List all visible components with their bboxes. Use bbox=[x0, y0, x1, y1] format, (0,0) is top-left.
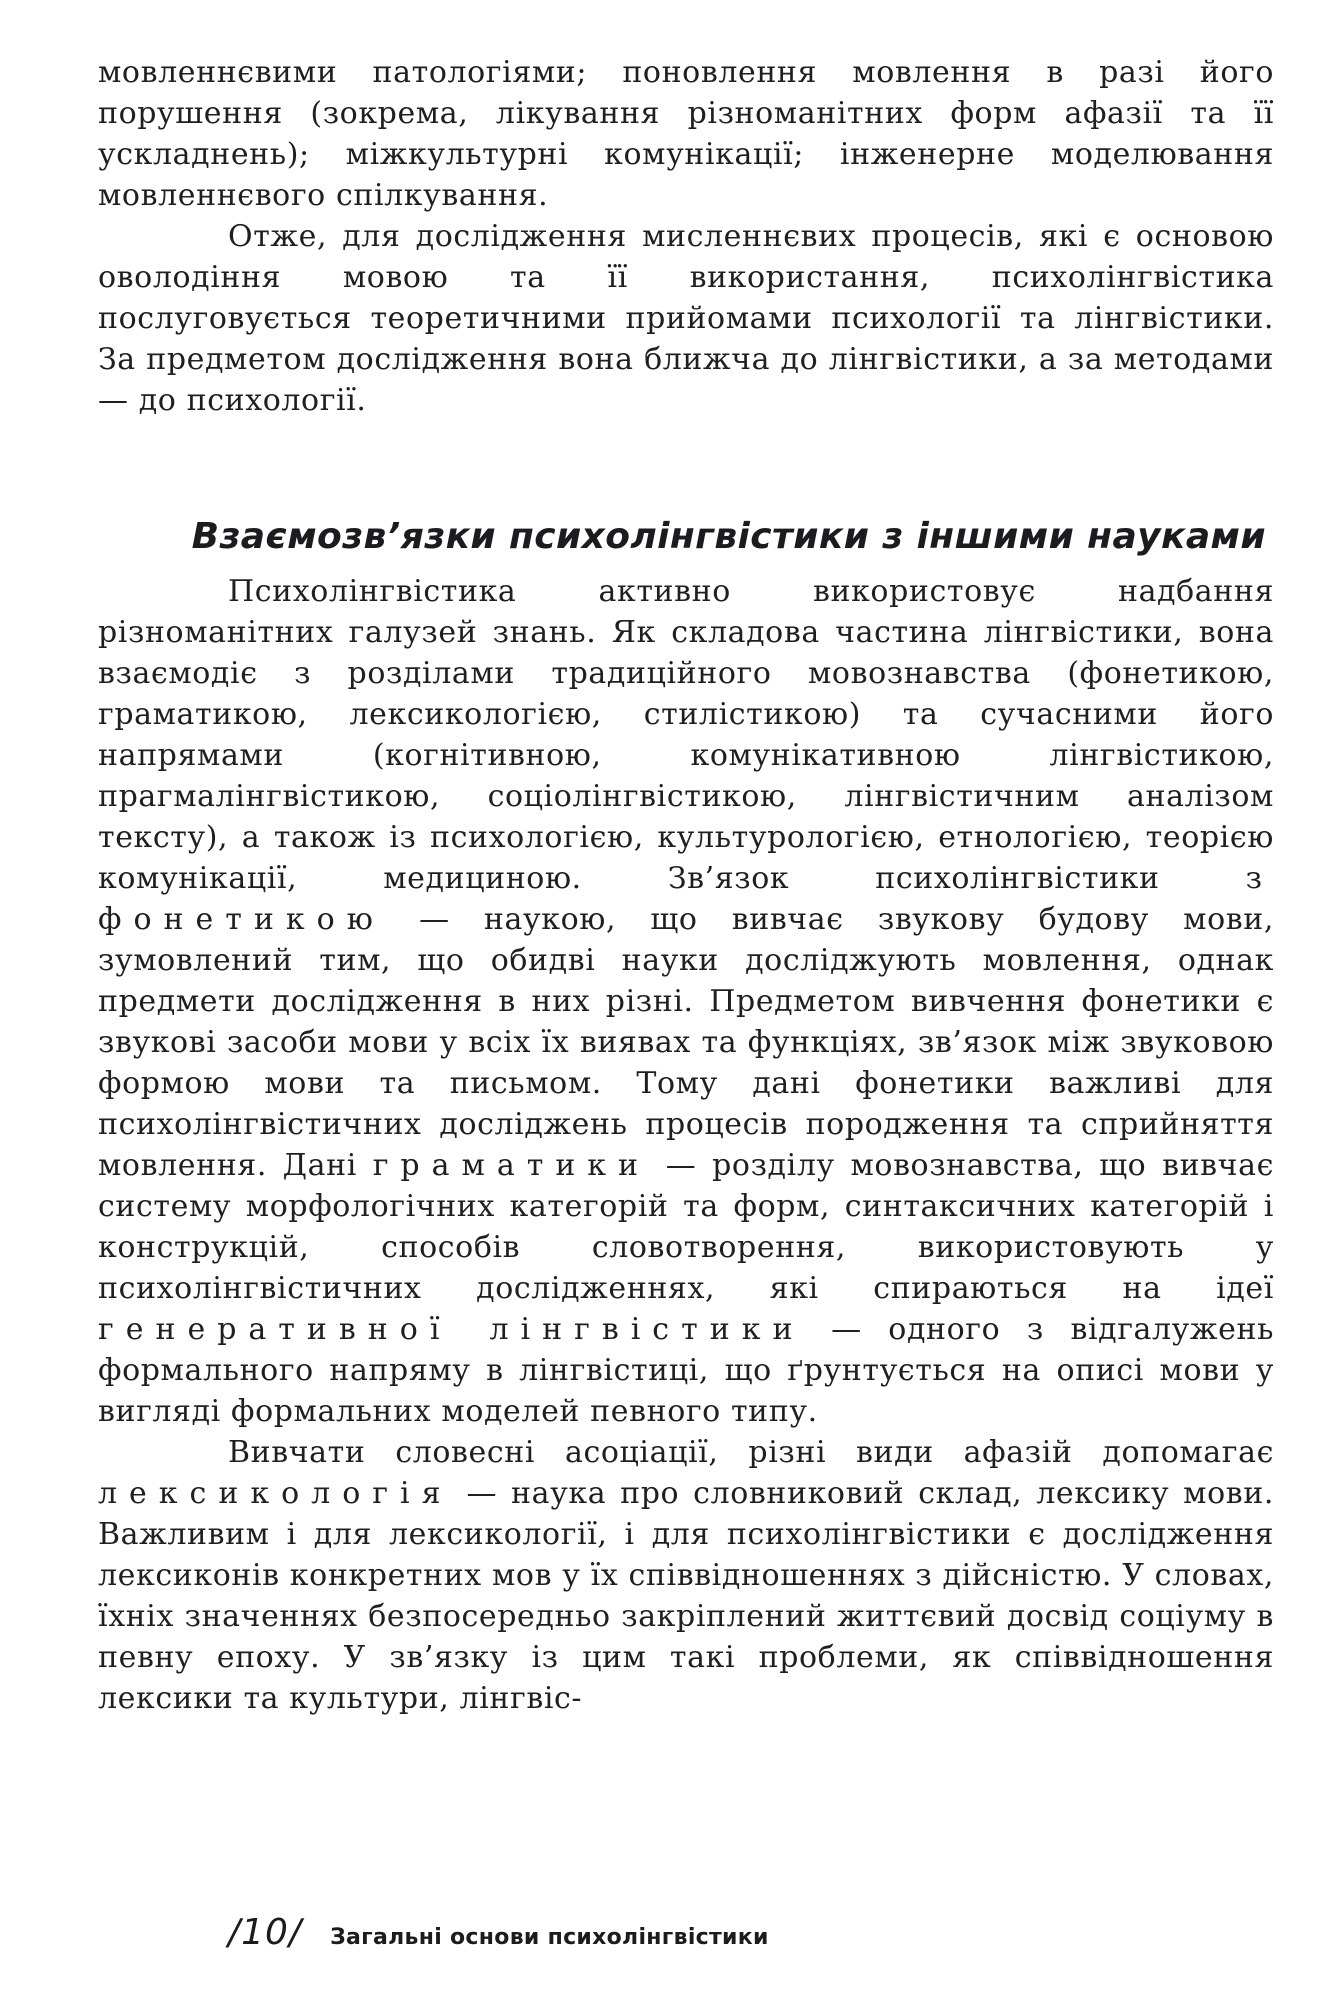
running-title: Загальні основи психолінгвістики bbox=[330, 1925, 769, 1950]
term-generative-linguistics: генеративної лінгвістики bbox=[98, 1312, 805, 1347]
summary-paragraph: Отже, для дослідження мисленнєвих процесів, які є основою оволодіння мовою та її використання, психолінгвістика послуговується теоретичними прийомами психології та лінгвістики. За предметом дослідження вона ближча до лінгвістики, а за методами — до психології. bbox=[98, 219, 1274, 418]
term-grammar: граматики bbox=[372, 1148, 651, 1183]
paragraph-2-text-part-2: — наука про словниковий склад, лексику мови. Важливим і для лексикології, і для психолінгвістики є дослідження лексиконів конкретних мов у їх співвідношеннях з дійсністю. У словах, їхніх значеннях безпосередньо закріплений життєвий досвід соціуму в певну епоху. У зв’язку із цим такі проблеми, як співвідношення лексики та культури, лінгвіс- bbox=[98, 1476, 1274, 1716]
section-paragraph-1 bbox=[98, 571, 1274, 1432]
continued-paragraph: мовленнєвими патологіями; поновлення мовлення в разі його порушення (зокрема, лікування різноманітних форм афазії та її ускладнень); міжкультурні комунікації; інженерне моделювання мовленнєвого спілкування. bbox=[98, 55, 1274, 213]
paragraph-2-text-part-1: Вивчати словесні асоціації, різні види афазій допомагає bbox=[228, 1435, 1274, 1470]
paragraph-1-text-part-4: — одного з відгалужень формального напряму в лінгвістиці, що ґрунтується на описі мови у вигляді формальних моделей певного типу. bbox=[98, 1312, 1275, 1429]
section-heading: Взаємозв’язки психолінгвістики з іншими науками bbox=[191, 516, 1266, 557]
paragraph-1-text-part-2: — наукою, що вивчає звукову будову мови, зумовлений тим, що обидві науки досліджують мовлення, однак предмети дослідження в них різні. Предметом вивчення фонетики є звукові засоби мови у всіх їх виявах та функціях, зв’язок між звуковою формою мови та письмом. Тому дані фонетики важливі для психолінгвістичних досліджень процесів породження та сприйняття мовлення. Дані bbox=[98, 902, 1275, 1183]
paragraph-1-text-part-1: Психолінгвістика активно використовує надбання різноманітних галузей знань. Як складова частина лінгвістики, вона взаємодіє з розділами традиційного мовознавства (фонетикою, граматикою, лексикологією, стилістикою) та сучасними його напрямами (когнітивною, комунікативною лінгвістикою, прагмалінгвістикою, соціолінгвістикою, лінгвістичним аналізом тексту), а також із психологією, культурологією, етнологією, теорією комунікації, медициною. Зв’язок психолінгвістики bbox=[98, 574, 1274, 896]
book-page bbox=[98, 52, 1274, 1962]
page-number: /10/ bbox=[228, 1912, 303, 1953]
term-phonetics: з фонетикою bbox=[98, 861, 1274, 937]
term-lexicology: лексикологія bbox=[98, 1476, 453, 1511]
page-footer bbox=[228, 1912, 769, 1960]
paragraph-1-text-part-3: — розділу мовознавства, що вивчає систему морфологічних категорій та форм, синтаксичних категорій і конструкцій, способів словотворення, використовують у психолінгвістичних дослідженнях, які спираються на ідеї bbox=[98, 1148, 1274, 1306]
section-paragraph-2 bbox=[98, 1432, 1274, 1719]
